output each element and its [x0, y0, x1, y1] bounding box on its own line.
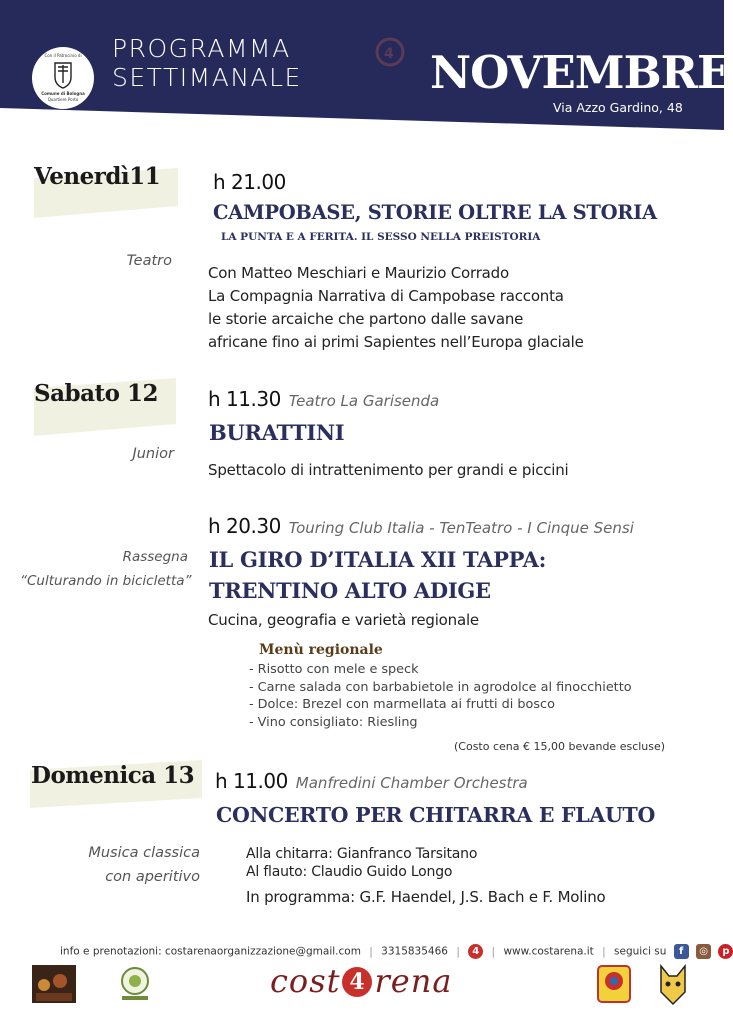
- event-time: h 20.30 Touring Club Italia - TenTeatro - I Cinque Sensi: [208, 514, 634, 538]
- header-month: NOVEMBRE: [430, 46, 731, 99]
- event-description: [208, 262, 584, 354]
- event-title-giro-line2: TRENTINO ALTO ADIGE: [209, 578, 491, 603]
- brand-text-left: cost: [270, 962, 341, 1000]
- event-category-junior: Junior: [132, 446, 174, 462]
- menu-list: [249, 661, 632, 731]
- day-label-sabato: Sabato 12: [34, 380, 158, 407]
- event-category-teatro: Teatro: [126, 253, 172, 269]
- menu-item: - Dolce: Brezel con marmellata ai frutti di bosco: [249, 697, 555, 712]
- instagram-icon[interactable]: ◎: [696, 944, 711, 959]
- logo-text-bottom: Comune di Bologna: [41, 91, 85, 96]
- facebook-icon[interactable]: f: [674, 944, 689, 959]
- performer-line: Al flauto: Claudio Guido Longo: [246, 864, 453, 880]
- menu-item: - Vino consigliato: Riesling: [249, 714, 418, 730]
- divider: |: [602, 945, 606, 958]
- costarena-mini-logo-icon: 4: [468, 944, 483, 959]
- event-time: h 11.30 Teatro La Garisenda: [208, 387, 440, 411]
- event-subtitle: LA PUNTA E A FERITA. IL SESSO NELLA PREISTORIA: [221, 231, 541, 243]
- divider: |: [369, 945, 373, 958]
- desc-line: le storie arcaiche che partono dalle savane: [208, 310, 524, 328]
- footer-website-link[interactable]: www.costarena.it: [503, 945, 594, 958]
- sponsor-logo-badge: [118, 966, 152, 1002]
- event-title-giro-line1: IL GIRO D’ITALIA XII TAPPA:: [209, 547, 547, 572]
- comune-bologna-logo: [32, 47, 94, 109]
- desc-line: africane fino ai primi Sapientes nell’Europa glaciale: [208, 333, 584, 351]
- event-venue: Teatro La Garisenda: [288, 392, 440, 410]
- event-title-concerto: CONCERTO PER CHITARRA E FLAUTO: [216, 803, 656, 827]
- footer-phone[interactable]: 3315835466: [381, 945, 448, 958]
- cinque-sensi-logo: [596, 964, 632, 1004]
- event-category-culturando: “Culturando in bicicletta”: [20, 573, 192, 589]
- svg-text:4: 4: [384, 46, 394, 62]
- footer-info-label: info e prenotazioni:: [60, 945, 162, 958]
- event-category-rassegna: Rassegna: [122, 549, 188, 565]
- brand-4-icon: 4: [342, 967, 372, 997]
- event-performers: [246, 845, 477, 881]
- event-title-burattini: BURATTINI: [209, 420, 345, 445]
- event-description: Cucina, geografia e varietà regionale: [208, 611, 479, 629]
- pinterest-icon[interactable]: p: [718, 944, 733, 959]
- costarena-brand-logo: [270, 962, 452, 1000]
- divider: |: [456, 945, 460, 958]
- event-programme: In programma: G.F. Haendel, J.S. Bach e F. Molino: [246, 888, 606, 906]
- logo-text-top: Con il Patrocinio di: [44, 53, 82, 58]
- price-note: (Costo cena € 15,00 bevande escluse): [454, 740, 666, 753]
- header-settimanale: SETTIMANALE: [112, 63, 302, 92]
- event-venue: Touring Club Italia - TenTeatro - I Cinque Sensi: [288, 519, 634, 537]
- crest-icon: [53, 61, 73, 89]
- menu-item: - Risotto con mele e speck: [249, 662, 419, 677]
- event-description: Spettacolo di intrattenimento per grandi e piccini: [208, 461, 569, 479]
- divider: |: [491, 945, 496, 958]
- menu-title: Menù regionale: [259, 642, 383, 658]
- event-category-musica: Musica classica: [88, 845, 200, 861]
- logo-text-sub: Quartiere Porto: [47, 97, 79, 102]
- event-category-aperitivo: con aperitivo: [105, 869, 200, 885]
- event-time: h 21.00: [213, 170, 286, 194]
- event-title-campobase: CAMPOBASE, STORIE OLTRE LA STORIA: [213, 201, 657, 224]
- event-time: h 11.00 Manfredini Chamber Orchestra: [215, 769, 528, 793]
- footer-follow-label: seguici su: [614, 945, 667, 958]
- footer-info: [60, 944, 733, 959]
- footer-email-link[interactable]: costarenaorganizzazione@gmail.com: [164, 945, 361, 958]
- event-photo-thumbnail: [32, 965, 76, 1003]
- day-label-venerdi: Venerdì11: [34, 163, 161, 190]
- header-address: Via Azzo Gardino, 48: [553, 100, 683, 115]
- event-venue: Manfredini Chamber Orchestra: [295, 774, 528, 792]
- performer-line: Alla chitarra: Gianfranco Tarsitano: [246, 846, 478, 862]
- day-label-domenica: Domenica 13: [31, 762, 195, 789]
- menu-item: - Carne salada con barbabietole in agrodolce al finocchietto: [249, 679, 632, 695]
- desc-line: Con Matteo Meschiari e Maurizio Corrado: [208, 264, 509, 282]
- header-programma: PROGRAMMA: [112, 34, 291, 63]
- desc-line: La Compagnia Narrativa di Campobase racconta: [208, 287, 564, 305]
- brand-text-right: rena: [374, 962, 453, 1000]
- mascot-logo: [655, 962, 691, 1006]
